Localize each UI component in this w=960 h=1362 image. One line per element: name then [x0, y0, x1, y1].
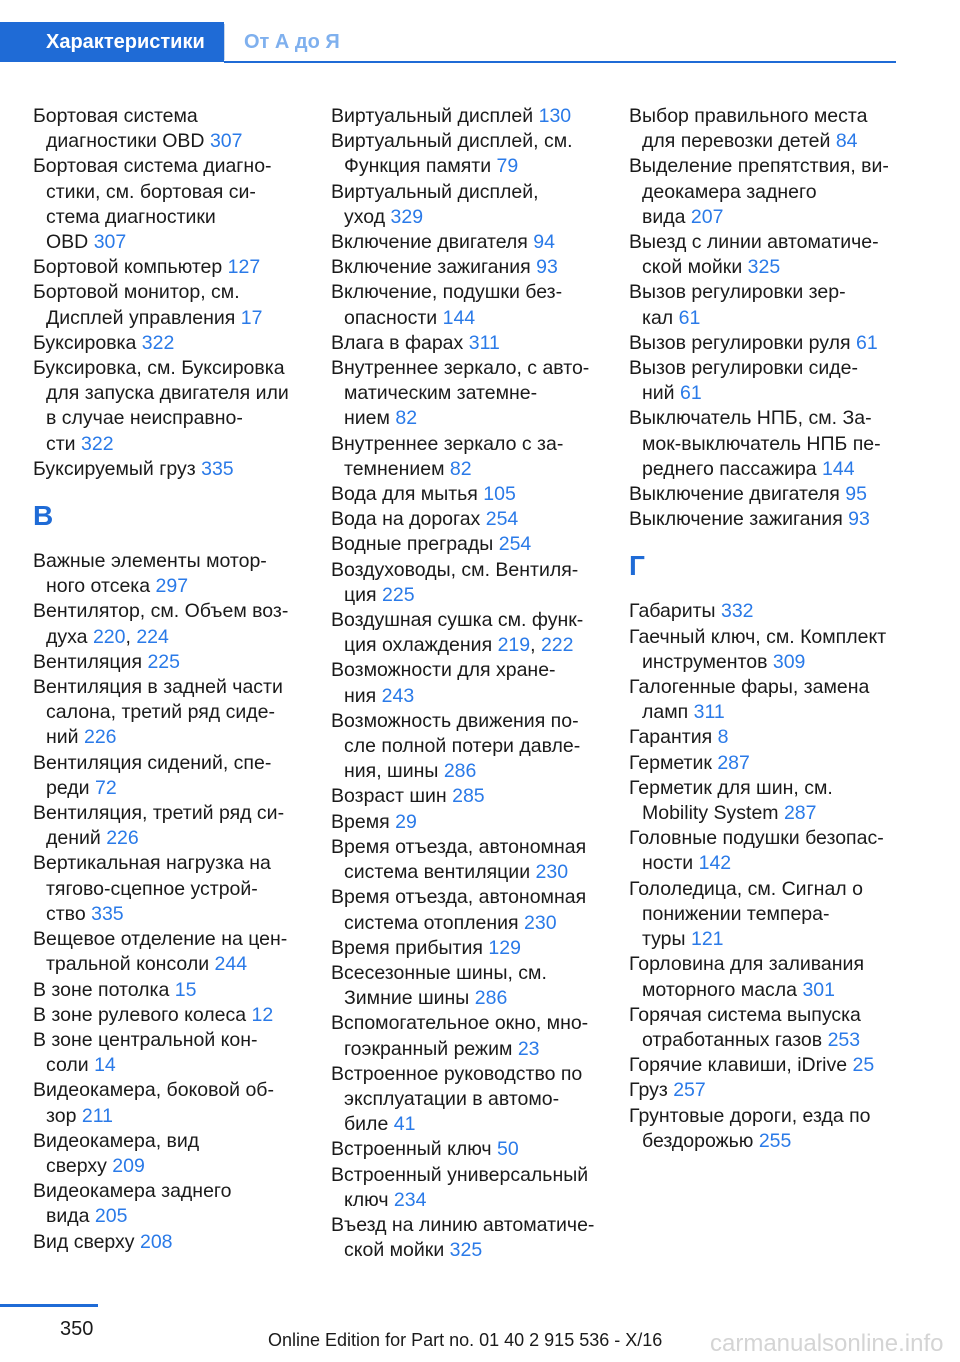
- tab-divider: [224, 24, 225, 60]
- page-ref-link[interactable]: 17: [240, 306, 263, 329]
- tab-characteristics[interactable]: Характеристики: [0, 22, 224, 62]
- page-ref-link[interactable]: 8: [717, 726, 729, 749]
- page-ref-link[interactable]: 257: [673, 1079, 706, 1102]
- index-entry: [629, 154, 899, 230]
- entry-text: Функция памяти: [344, 155, 492, 178]
- entry-text: ности: [642, 852, 694, 875]
- entry-text: Горловина для заливания: [629, 953, 864, 976]
- entry-text: нием: [344, 407, 390, 430]
- index-entry: [331, 331, 621, 356]
- entry-text: Видеокамера, боковой об-: [33, 1079, 274, 1102]
- entry-text: тягово-сцепное устрой-: [46, 877, 258, 900]
- entry-text: Всесезонные шины, см.: [331, 961, 547, 984]
- index-entry: [629, 751, 899, 776]
- page-ref-link[interactable]: 23: [517, 1037, 540, 1060]
- entry-text: Вентиляция сидений, спе-: [33, 751, 272, 774]
- entry-text: Грунтовые дороги, езда по: [629, 1104, 871, 1127]
- entry-text: Буксировка: [33, 331, 137, 354]
- entry-text: зор: [46, 1104, 77, 1127]
- page-ref-link[interactable]: 307: [93, 231, 127, 254]
- page-ref-link[interactable]: 82: [395, 407, 418, 430]
- page-ref-link[interactable]: 220: [92, 625, 126, 648]
- page-ref-link[interactable]: 105: [483, 483, 516, 506]
- page-ref-link[interactable]: 254: [498, 533, 532, 556]
- index-entry: [331, 784, 621, 809]
- index-entry: [33, 675, 323, 751]
- page-ref-link[interactable]: 224: [136, 625, 169, 648]
- header-rule: [224, 61, 896, 63]
- entry-text: ция: [344, 583, 377, 606]
- entry-text: система вентиляции: [344, 861, 531, 884]
- entry-text: уход: [344, 205, 386, 228]
- entry-text: дений: [46, 827, 101, 850]
- entry-text: понижении темпера-: [642, 902, 830, 925]
- entry-text: ния: [344, 684, 377, 707]
- index-entry: [33, 851, 323, 927]
- index-entry: [33, 801, 323, 851]
- page-ref-link[interactable]: 61: [678, 306, 701, 329]
- index-entry: [33, 549, 323, 599]
- entry-text: Гололедица, см. Сигнал о: [629, 877, 863, 900]
- entry-text: темнением: [344, 457, 445, 480]
- entry-text: Вызов регулировки руля: [629, 331, 851, 354]
- entry-text: Воздуховоды, см. Вентиля-: [331, 558, 579, 581]
- entry-text: стики, см. бортовая си-: [46, 180, 256, 203]
- index-entry: [629, 725, 899, 750]
- entry-text: Виртуальный дисплей, см.: [331, 130, 573, 153]
- entry-text: Буксировка, см. Буксировка: [33, 357, 285, 380]
- index-entry: [33, 1179, 323, 1229]
- entry-text: салона, третий ряд сиде-: [46, 701, 275, 724]
- index-entry: [331, 255, 621, 280]
- header: [0, 0, 960, 64]
- index-entry: [331, 280, 621, 330]
- entry-text: реднего пассажира: [642, 457, 817, 480]
- index-entry: [629, 104, 899, 154]
- entry-text: Mobility System: [642, 802, 779, 825]
- index-entry: [629, 507, 899, 532]
- entry-text: Вентилятор, см. Объем воз-: [33, 600, 289, 623]
- entry-text: деокамера заднего: [642, 180, 817, 203]
- entry-text: Галогенные фары, замена: [629, 676, 870, 699]
- page-ref-link[interactable]: 93: [536, 256, 558, 279]
- page-ref-link[interactable]: 41: [393, 1113, 416, 1136]
- entry-text: Важные элементы мотор-: [33, 550, 267, 573]
- entry-text: для перевозки детей: [642, 130, 831, 153]
- entry-text: Вызов регулировки зер-: [629, 281, 846, 304]
- page-ref-link[interactable]: 79: [496, 155, 519, 178]
- index-entry: [331, 129, 621, 179]
- entry-text: Вызов регулировки сиде-: [629, 357, 859, 380]
- entry-text: Габариты: [629, 600, 716, 623]
- page-ref-link[interactable]: 286: [474, 987, 508, 1010]
- index-entry: [629, 331, 899, 356]
- entry-text: Груз: [629, 1079, 668, 1102]
- entry-text: ской мойки: [344, 1239, 445, 1262]
- entry-text: опасности: [344, 306, 438, 329]
- entry-text: тральной консоли: [46, 953, 210, 976]
- entry-text: соли: [46, 1054, 89, 1077]
- page-ref-link[interactable]: 82: [449, 457, 472, 480]
- page-ref-link[interactable]: 301: [802, 978, 835, 1001]
- index-entry: [629, 599, 899, 624]
- index-entry: [33, 1129, 323, 1179]
- page-ref-link[interactable]: 255: [758, 1129, 792, 1152]
- tab-a-to-z[interactable]: От А до Я: [244, 31, 340, 53]
- entry-text: Встроенный универсальный: [331, 1163, 589, 1186]
- page-ref-link[interactable]: 254: [485, 508, 519, 531]
- entry-text: Выключение зажигания: [629, 508, 843, 531]
- index-entry: [629, 952, 899, 1002]
- page-ref-link[interactable]: 93: [848, 508, 870, 531]
- page-ref-link[interactable]: 144: [822, 457, 855, 480]
- index-entry: [629, 1104, 899, 1154]
- index-entry: [331, 810, 621, 835]
- entry-text: Вентиляция, третий ряд си-: [33, 802, 285, 825]
- page-ref-link[interactable]: 335: [91, 902, 124, 925]
- index-entry: [33, 751, 323, 801]
- index-entry: [33, 1003, 323, 1028]
- index-entry: [331, 658, 621, 708]
- entry-text: Возможности для хране-: [331, 659, 556, 682]
- page-ref-link[interactable]: 297: [155, 575, 189, 598]
- entry-text: диагностики OBD: [46, 130, 205, 153]
- entry-text: Вспомогательное окно, мно-: [331, 1012, 589, 1035]
- entry-text: Выбор правильного места: [629, 105, 868, 127]
- index-entry: [629, 1078, 899, 1103]
- page-ref-link[interactable]: 234: [393, 1188, 427, 1211]
- page-ref-link[interactable]: 219: [497, 634, 531, 657]
- edition-text: Online Edition for Part no. 01 40 2 915 536 - X/16: [268, 1330, 663, 1350]
- entry-text: Видеокамера, вид: [33, 1129, 200, 1152]
- section-letter: В: [33, 500, 54, 532]
- entry-text: ключ: [344, 1188, 389, 1211]
- index-entry: [33, 356, 323, 457]
- entry-text: Время: [331, 810, 390, 833]
- entry-text: Выключение двигателя: [629, 483, 840, 506]
- index-entry: [629, 230, 899, 280]
- page-ref-link[interactable]: 244: [214, 953, 248, 976]
- index-entry: [33, 1230, 323, 1255]
- entry-text: Виртуальный дисплей,: [331, 180, 539, 203]
- index-entry: [331, 1011, 621, 1061]
- index-entry: [33, 331, 323, 356]
- entry-text: В зоне рулевого колеса: [33, 1003, 247, 1026]
- page-ref-link[interactable]: 84: [835, 130, 858, 153]
- entry-text: ство: [46, 902, 86, 925]
- index-entry: [331, 1163, 621, 1213]
- page-ref-link[interactable]: 243: [381, 684, 415, 707]
- entry-text: Зимние шины: [344, 987, 470, 1010]
- page-ref-link[interactable]: 230: [535, 861, 569, 884]
- entry-text: Вентиляция: [33, 650, 143, 673]
- page-ref-link[interactable]: 205: [94, 1205, 128, 1228]
- entry-text: Въезд на линию автоматиче-: [331, 1213, 595, 1236]
- index-entry: [331, 507, 621, 532]
- page-ref-link[interactable]: 72: [94, 776, 117, 799]
- entry-text: Включение, подушки без-: [331, 281, 563, 304]
- entry-text: ний: [46, 726, 79, 749]
- index-entry: [331, 1137, 621, 1162]
- page-ref-link[interactable]: 226: [83, 726, 117, 749]
- index-entry: [331, 1213, 621, 1263]
- index-entry: [629, 776, 899, 826]
- index-entry: [33, 1028, 323, 1078]
- entry-text: Воздушная сушка см. функ-: [331, 609, 584, 632]
- page-ref-link[interactable]: 208: [139, 1230, 173, 1253]
- page-ref-link[interactable]: 307: [209, 130, 243, 153]
- entry-text: эксплуатации в автомо-: [344, 1087, 560, 1110]
- entry-text: ламп: [642, 701, 689, 724]
- page-ref-link[interactable]: 222: [540, 634, 574, 657]
- entry-text: Вещевое отделение на цен-: [33, 928, 288, 951]
- entry-text: Время отъезда, автономная: [331, 835, 587, 858]
- entry-text: Видеокамера заднего: [33, 1180, 232, 1203]
- entry-text: OBD: [46, 231, 89, 254]
- index-column-2: [331, 104, 621, 1263]
- entry-text: Включение зажигания: [331, 256, 531, 279]
- page-ref-link[interactable]: 29: [395, 810, 417, 833]
- entry-text: инструментов: [642, 650, 768, 673]
- page-ref-link[interactable]: 325: [449, 1239, 483, 1262]
- index-entry: [33, 280, 323, 330]
- entry-text: Выезд с линии автоматиче-: [629, 231, 879, 254]
- entry-text: Встроенный ключ: [331, 1138, 492, 1161]
- entry-text: Время прибытия: [331, 936, 483, 959]
- footer-rule: [0, 1304, 98, 1307]
- page-ref-link[interactable]: 144: [442, 306, 476, 329]
- entry-text: Гаечный ключ, см. Комплект: [629, 625, 887, 648]
- page-ref-link[interactable]: 95: [845, 483, 867, 506]
- entry-text: сле полной потери давле-: [344, 735, 581, 758]
- index-entry: [331, 356, 621, 432]
- page-ref-link[interactable]: 12: [251, 1003, 274, 1026]
- entry-text: сверху: [46, 1154, 107, 1177]
- entry-text: моторного масла: [642, 978, 798, 1001]
- entry-text: ния, шины: [344, 760, 439, 783]
- index-entry: [331, 835, 621, 885]
- page-ref-link[interactable]: 325: [747, 256, 781, 279]
- entry-text: кал: [642, 306, 674, 329]
- page-ref-link[interactable]: 329: [390, 205, 424, 228]
- index-column-3: [629, 104, 899, 1154]
- entry-text: Включение двигателя: [331, 231, 528, 254]
- entry-text: Выделение препятствия, ви-: [629, 155, 889, 178]
- entry-text: бездорожью: [642, 1129, 754, 1152]
- index-entry: [33, 927, 323, 977]
- index-entry: [331, 1062, 621, 1138]
- entry-text: Гарантия: [629, 726, 713, 749]
- entry-text: биле: [344, 1113, 389, 1136]
- index-entry: [331, 558, 621, 608]
- index-entry: [331, 961, 621, 1011]
- entry-text: Внутреннее зеркало с за-: [331, 432, 564, 455]
- entry-text: Вода на дорогах: [331, 508, 481, 531]
- page-ref-link[interactable]: 207: [690, 205, 724, 228]
- entry-text: реди: [46, 776, 90, 799]
- index-entry: [629, 625, 899, 675]
- watermark: carmanualsonline.info: [710, 1330, 944, 1357]
- index-entry: [331, 104, 621, 129]
- index-entry: Воздушная сушка см. функ- ция охлаждения 219, 222: [331, 609, 584, 657]
- entry-text: вида: [642, 205, 686, 228]
- entry-text: Внутреннее зеркало, с авто-: [331, 357, 590, 380]
- page-ref-link[interactable]: 209: [112, 1154, 145, 1177]
- entry-text: Возможность движения по-: [331, 709, 579, 732]
- entry-text: система отопления: [344, 911, 519, 934]
- page-ref-link[interactable]: 142: [698, 852, 732, 875]
- entry-text: Виртуальный дисплей: [331, 105, 534, 127]
- index-entry: [331, 709, 621, 785]
- index-entry: [331, 885, 621, 935]
- page-ref-link[interactable]: 50: [497, 1138, 519, 1161]
- entry-text: Головные подушки безопас-: [629, 827, 884, 850]
- index-entry: [629, 482, 899, 507]
- section-letter: Г: [629, 550, 645, 582]
- entry-text: мок-выключатель НПБ пе-: [642, 432, 881, 455]
- entry-text: В зоне потолка: [33, 978, 170, 1001]
- entry-text: Бортовая система диагно-: [33, 155, 272, 178]
- entry-text: отработанных газов: [642, 1028, 823, 1051]
- page-ref-link[interactable]: 211: [81, 1104, 113, 1127]
- page-ref-link[interactable]: 129: [488, 936, 521, 959]
- entry-text: Водные преграды: [331, 533, 494, 556]
- entry-text: Вид сверху: [33, 1230, 135, 1253]
- entry-text: Вентиляция в задней части: [33, 676, 283, 699]
- page-ref-link[interactable]: 94: [533, 231, 555, 254]
- entry-text: духа: [46, 625, 88, 648]
- index-entry: [629, 826, 899, 876]
- index-entry: [629, 1003, 899, 1053]
- page-ref-link[interactable]: 225: [382, 583, 415, 606]
- page-ref-link[interactable]: 14: [94, 1054, 116, 1077]
- index-entry: [629, 675, 899, 725]
- entry-text: Вертикальная нагрузка на: [33, 852, 271, 875]
- page-ref-link[interactable]: 309: [772, 650, 806, 673]
- page-ref-link[interactable]: 130: [538, 105, 572, 127]
- index-entry: [331, 432, 621, 482]
- index-entry: [331, 230, 621, 255]
- index-entry: [33, 104, 323, 154]
- entry-text: Бортовой компьютер: [33, 256, 223, 279]
- page-ref-link[interactable]: 25: [852, 1054, 875, 1077]
- entry-text: Горячая система выпуска: [629, 1003, 861, 1026]
- page-ref-link[interactable]: 121: [690, 928, 724, 951]
- index-entry: [331, 936, 621, 961]
- page-ref-link[interactable]: 322: [141, 331, 175, 354]
- entry-text: Бортовая система: [33, 105, 198, 127]
- entry-text: Возраст шин: [331, 785, 447, 808]
- index-entry: [33, 457, 323, 482]
- entry-text: ской мойки: [642, 256, 743, 279]
- entry-text: Герметик: [629, 751, 712, 774]
- page-ref-link[interactable]: 285: [452, 785, 485, 808]
- index-entry: [331, 180, 621, 230]
- index-entry: [33, 255, 323, 280]
- page-ref-link[interactable]: 226: [106, 827, 139, 850]
- index-entry: [629, 1053, 899, 1078]
- page-ref-link[interactable]: 61: [855, 331, 878, 354]
- entry-text: ний: [642, 382, 675, 405]
- index-entry: [629, 280, 899, 330]
- entry-text: ция охлаждения: [344, 634, 493, 657]
- page-ref-link[interactable]: 61: [679, 382, 702, 405]
- page-ref-link[interactable]: 287: [783, 802, 817, 825]
- index-entry: [629, 406, 899, 482]
- entry-text: Выключатель НПБ, см. За-: [629, 407, 872, 430]
- entry-text: Вода для мытья: [331, 483, 478, 506]
- page-ref-link[interactable]: 332: [720, 600, 754, 623]
- index-entry: [629, 877, 899, 953]
- page-ref-link[interactable]: 127: [227, 256, 261, 279]
- entry-text: Бортовой монитор, см.: [33, 281, 240, 304]
- page-ref-link[interactable]: 225: [147, 650, 180, 673]
- index-entry: [33, 978, 323, 1003]
- entry-text: Встроенное руководство по: [331, 1062, 583, 1085]
- index-column-1: [33, 104, 323, 1255]
- index-entry: [33, 1078, 323, 1128]
- entry-text: Горячие клавиши, iDrive: [629, 1054, 848, 1077]
- entry-text: туры: [642, 928, 686, 951]
- entry-text: Дисплей управления: [46, 306, 236, 329]
- index-entry: [331, 532, 621, 557]
- page-ref-link[interactable]: 230: [524, 911, 557, 934]
- entry-text: матическим затемне-: [344, 382, 538, 405]
- entry-text: Влага в фарах: [331, 331, 464, 354]
- entry-text: Герметик для шин, см.: [629, 776, 833, 799]
- page-ref-link[interactable]: 335: [201, 457, 234, 480]
- entry-text: гоэкранный режим: [344, 1037, 513, 1060]
- page-ref-link[interactable]: 253: [827, 1028, 861, 1051]
- entry-text: в случае неисправно-: [46, 407, 243, 430]
- index-entry: [33, 650, 323, 675]
- entry-text: для запуска двигателя или: [46, 382, 289, 405]
- page-ref-link[interactable]: 322: [81, 432, 114, 455]
- entry-text: Буксируемый груз: [33, 457, 196, 480]
- page-ref-link[interactable]: 15: [174, 978, 197, 1001]
- index-entry: [33, 154, 323, 255]
- index-entry: [629, 356, 899, 406]
- page-ref-link[interactable]: 311: [693, 701, 725, 724]
- page-ref-link[interactable]: 311: [468, 331, 500, 354]
- index-entry: Вентилятор, см. Объем воз- духа 220, 224: [33, 600, 289, 648]
- index-entry: [331, 482, 621, 507]
- entry-text: В зоне центральной кон-: [33, 1028, 258, 1051]
- entry-text: ного отсека: [46, 575, 151, 598]
- page-ref-link[interactable]: 286: [443, 760, 477, 783]
- entry-text: Время отъезда, автономная: [331, 886, 587, 909]
- entry-text: стема диагностики: [46, 205, 216, 228]
- entry-text: вида: [46, 1205, 90, 1228]
- page-ref-link[interactable]: 287: [717, 751, 750, 774]
- page-number: 350: [60, 1318, 94, 1340]
- entry-text: сти: [46, 432, 76, 455]
